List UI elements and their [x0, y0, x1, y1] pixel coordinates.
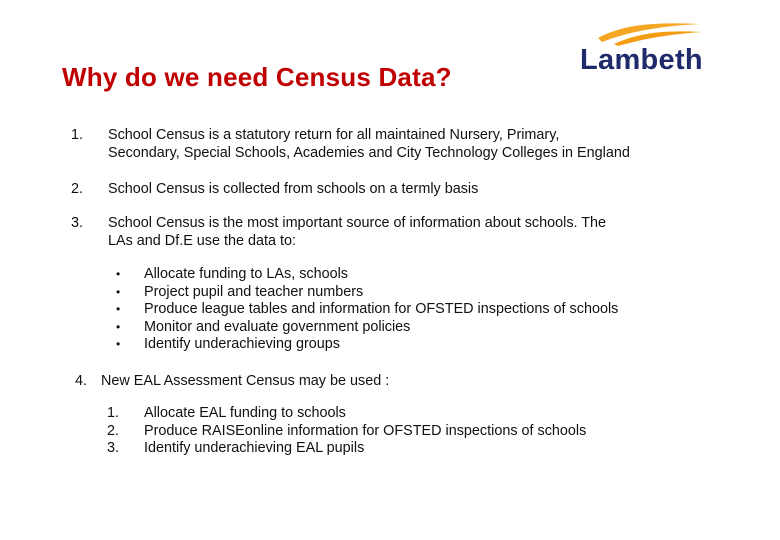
bullet-marker: •	[116, 320, 121, 334]
bullet-item: Project pupil and teacher numbers	[144, 284, 364, 300]
subitem-text: Allocate EAL funding to schools	[144, 405, 346, 421]
subitem-text: Produce RAISEonline information for OFSTED inspections of schools	[144, 423, 587, 439]
item-2-line-1: School Census is collected from schools on a termly basis	[108, 181, 479, 197]
item-3-line-1: School Census is the most important source of information about schools. The	[108, 215, 607, 231]
swoosh-icon	[594, 18, 706, 46]
subitem-number: 2.	[107, 423, 120, 439]
bullet-marker: •	[116, 337, 121, 351]
subitem-number: 1.	[107, 405, 120, 421]
bullet-marker: •	[116, 302, 121, 316]
bullet-item: Allocate funding to LAs, schools	[144, 266, 348, 282]
item-number-4: 4.	[75, 373, 88, 389]
item-1-line-2: Secondary, Special Schools, Academies and City Technology Colleges in England	[108, 145, 630, 161]
bullet-marker: •	[116, 285, 121, 299]
bullet-item: Produce league tables and information for OFSTED inspections of schools	[144, 301, 619, 317]
lambeth-logo	[578, 18, 708, 78]
item-1-line-1: School Census is a statutory return for all maintained Nursery, Primary,	[108, 127, 560, 143]
page-title: Why do we need Census Data?	[62, 62, 452, 92]
item-text-4: New EAL Assessment Census may be used :	[101, 373, 390, 389]
item-text-2	[108, 180, 728, 198]
bullet-marker: •	[116, 267, 121, 281]
item-number-1: 1.	[71, 127, 84, 143]
bullet-item: Monitor and evaluate government policies	[144, 319, 411, 335]
bullet-item: Identify underachieving groups	[144, 336, 341, 352]
subitem-number: 3.	[107, 440, 120, 456]
item-text-1	[108, 126, 728, 162]
item-3-line-2: LAs and Df.E use the data to:	[108, 233, 296, 249]
item-text-3	[108, 214, 728, 250]
item-number-3: 3.	[71, 215, 84, 231]
logo-wordmark: Lambeth	[580, 44, 703, 76]
item-number-2: 2.	[71, 181, 84, 197]
subitem-text: Identify underachieving EAL pupils	[144, 440, 365, 456]
